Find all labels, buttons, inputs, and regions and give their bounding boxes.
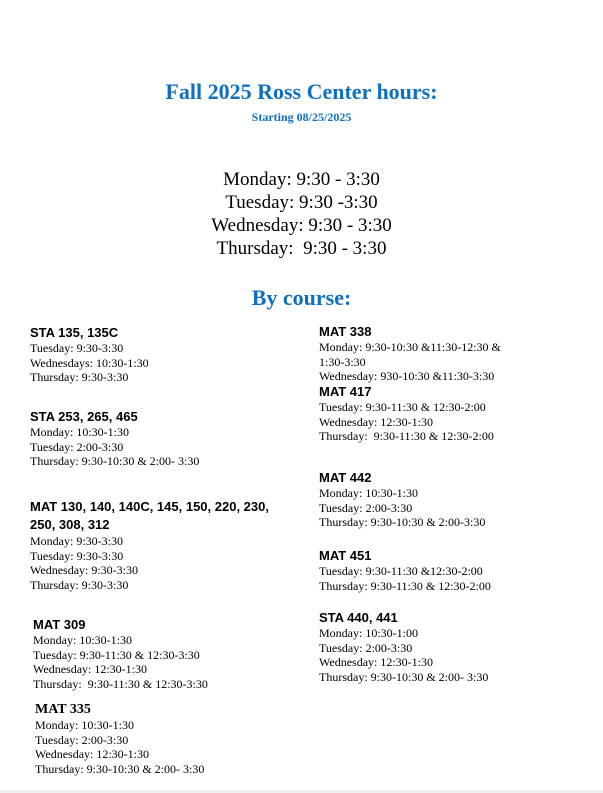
- course-hours-line: Thursday: 9:30-11:30 & 12:30-3:30: [33, 677, 208, 692]
- course-hours-line: Monday: 10:30-1:30: [30, 425, 129, 439]
- course-mat-338: [319, 323, 509, 384]
- course-hours-line: Tuesday: 2:00-3:30: [35, 732, 129, 747]
- course-hours-line: Wednesday: 12:30-1:30: [319, 414, 434, 429]
- by-course-heading: By course:: [251, 285, 352, 310]
- course-hours-line: Monday: 9:30-10:30 &11:30-12:30 & 1:30-3:30: [319, 340, 504, 369]
- course-hours-line: Tuesday: 9:30-11:30 & 12:30-2:00: [319, 400, 486, 414]
- course-title: MAT 442: [319, 470, 372, 485]
- course-hours-line: Tuesday: 9:30-11:30 &12:30-2:00: [319, 564, 483, 578]
- course-hours-line: Thursday: 9:30-10:30 & 2:00-3:30: [319, 515, 486, 530]
- course-hours-line: Thursday: 9:30-11:30 & 12:30-2:00: [319, 429, 494, 444]
- course-title: MAT 309: [33, 617, 86, 632]
- course-title: STA 135, 135C: [30, 325, 119, 340]
- course-hours-line: Monday: 9:30-3:30: [30, 534, 123, 548]
- course-hours-line: Thursday: 9:30-10:30 & 2:00- 3:30: [35, 762, 205, 777]
- course-hours-line: Thursday: 9:30-3:30: [30, 578, 129, 593]
- course-mat-335: [35, 701, 204, 777]
- course-hours-line: Monday: 10:30-1:30: [33, 633, 132, 647]
- course-mat-451: [319, 547, 491, 593]
- course-sta-253: [30, 408, 199, 469]
- start-date: Starting 08/25/2025: [251, 110, 352, 124]
- course-hours-line: Tuesday: 9:30-3:30: [30, 341, 124, 355]
- course-title: MAT 417: [319, 384, 372, 399]
- course-title: MAT 335: [35, 702, 91, 717]
- course-hours-line: Thursday: 9:30-10:30 & 2:00- 3:30: [30, 454, 200, 469]
- course-hours-line: Wednesday: 12:30-1:30: [319, 655, 434, 670]
- course-mat-130-group: [30, 498, 270, 593]
- course-mat-417: [319, 383, 494, 444]
- hours-tuesday: Tuesday: 9:30 -3:30: [225, 192, 378, 213]
- course-hours-line: Thursday: 9:30-11:30 & 12:30-2:00: [319, 578, 491, 593]
- course-hours-line: Wednesday: 12:30-1:30: [35, 747, 150, 762]
- course-title: MAT 338: [319, 324, 372, 339]
- course-hours-line: Monday: 10:30-1:30: [35, 718, 134, 732]
- course-hours-line: Monday: 10:30-1:30: [319, 486, 418, 500]
- course-hours-line: Wednesday: 12:30-1:30: [33, 662, 148, 677]
- course-hours-line: Tuesday: 9:30-3:30: [30, 548, 124, 563]
- course-hours-line: Thursday: 9:30-10:30 & 2:00- 3:30: [319, 670, 489, 685]
- hours-wednesday: Wednesday: 9:30 - 3:30: [211, 215, 392, 236]
- course-hours-line: Tuesday: 2:00-3:30: [319, 500, 413, 515]
- course-mat-442: [319, 469, 485, 530]
- course-title: MAT 451: [319, 548, 372, 563]
- course-title: STA 440, 441: [319, 610, 398, 625]
- course-mat-309: [33, 616, 208, 692]
- hours-monday: Monday: 9:30 - 3:30: [223, 169, 380, 190]
- course-hours-line: Wednesday: 9:30-3:30: [30, 563, 139, 578]
- general-hours: [0, 168, 603, 260]
- page-title: Fall 2025 Ross Center hours:: [165, 79, 438, 104]
- course-sta-440: [319, 609, 488, 685]
- course-title: MAT 130, 140, 140C, 145, 150, 220, 230, 250, 308, 312: [30, 499, 269, 532]
- course-sta-135: [30, 324, 149, 385]
- course-title: STA 253, 265, 465: [30, 409, 138, 424]
- course-hours-line: Tuesday: 9:30-11:30 & 12:30-3:30: [33, 647, 200, 662]
- course-hours-line: Thursday: 9:30-3:30: [30, 370, 129, 385]
- course-hours-line: Monday: 10:30-1:00: [319, 626, 418, 640]
- hours-thursday: Thursday: 9:30 - 3:30: [216, 238, 387, 259]
- course-hours-line: Tuesday: 2:00-3:30: [30, 439, 124, 454]
- course-hours-line: Tuesday: 2:00-3:30: [319, 640, 413, 655]
- course-hours-line: Wednesday: 930-10:30 &11:30-3:30: [319, 369, 495, 384]
- course-hours-line: Wednesdays: 10:30-1:30: [30, 355, 149, 370]
